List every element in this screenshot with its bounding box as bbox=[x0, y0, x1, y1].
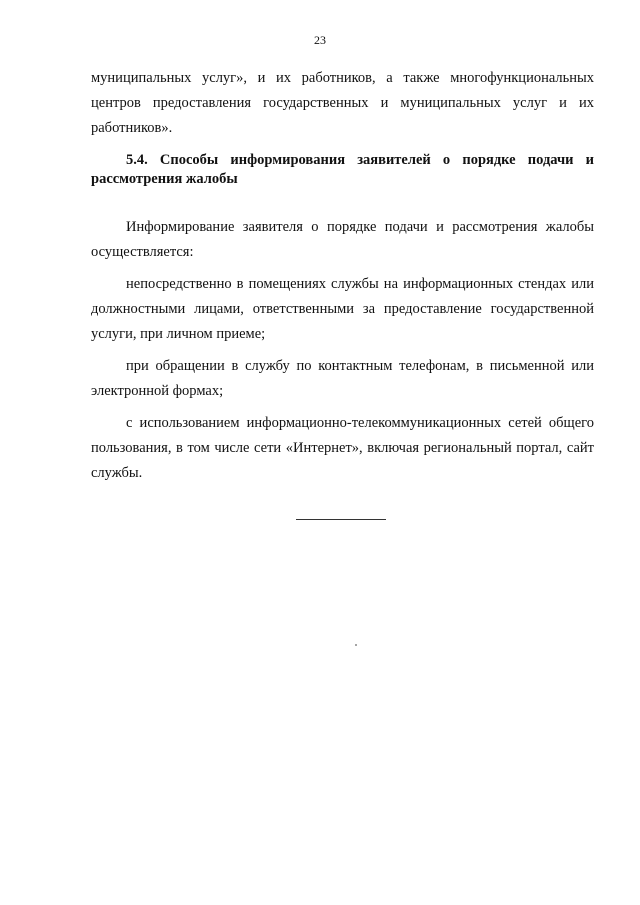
paragraph-item-2: при обращении в службу по контактным телефонам, в письменной или электронной формах; bbox=[91, 358, 594, 399]
page-number: 23 bbox=[314, 33, 326, 47]
paragraph-item-1: непосредственно в помещениях службы на информационных стендах или должностными лицами, ответственными за предоставление государственной услуги, при личном приеме; bbox=[91, 276, 594, 342]
paragraph-item-3: с использованием информационно-телекоммуникационных сетей общего пользования, в том числе сети «Интернет», включая региональный портал, сайт службы. bbox=[91, 415, 594, 481]
scan-speck bbox=[355, 644, 357, 646]
paragraph-continuation: муниципальных услуг», и их работников, а также многофункциональных центров предоставления государственных и муниципальных услуг и их работников». bbox=[91, 70, 594, 136]
paragraph-intro: Информирование заявителя о порядке подачи и рассмотрения жалобы осуществляется: bbox=[91, 219, 594, 260]
section-heading: 5.4. Способы информирования заявителей о порядке подачи и рассмотрения жалобы bbox=[91, 152, 594, 187]
page-content bbox=[91, 66, 594, 486]
end-separator-line bbox=[296, 519, 386, 520]
